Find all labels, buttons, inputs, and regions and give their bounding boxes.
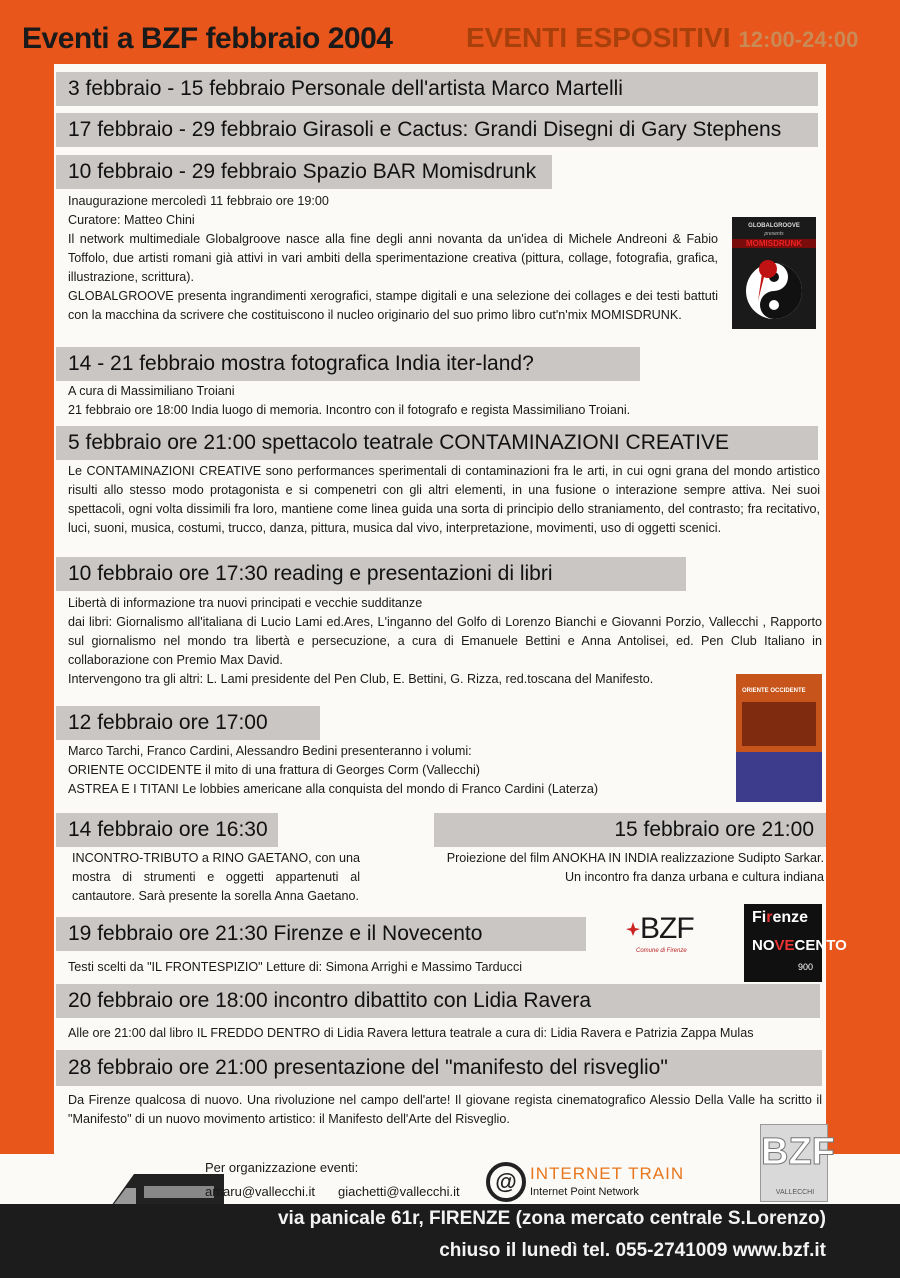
logo-letter: TO <box>826 937 847 954</box>
corner-logo-sub: VALLECCHI <box>775 1189 815 1196</box>
yin-yang-icon <box>732 249 816 329</box>
event-title-momisdrunk: 10 febbraio - 29 febbraio Spazio BAR Momisdrunk <box>56 155 552 189</box>
bzf-vallecchi-logo <box>760 1124 835 1202</box>
firenze-letters <box>752 910 808 926</box>
meeting-line: 21 febbraio ore 18:00 India luogo di memoria. Incontro con il fotografo e regista Massimiliano Troiani. <box>68 403 631 417</box>
event-title-novecento: 19 febbraio ore 21:30 Firenze e il Novecento <box>56 917 586 951</box>
event-title-stephens: 17 febbraio - 29 febbraio Girasoli e Cactus: Grandi Disegni di Gary Stephens <box>56 113 818 147</box>
book-astrea: ASTREA E I TITANI Le lobbies americane alla conquista del mondo di Franco Cardini (Laterza) <box>68 782 599 796</box>
event-title-anokha: 15 febbraio ore 21:00 <box>434 813 826 847</box>
bzf-logo-sub: Comune di Firenze <box>636 948 687 954</box>
event-body-gaetano: INCONTRO-TRIBUTO a RINO GAETANO, con una mostra di strumenti e oggetti appartenuti al cantautore. Sarà presente la sorella Anna Gaetano. <box>72 851 360 903</box>
logo-letter: ze <box>791 909 809 926</box>
program-sheet <box>54 64 847 1154</box>
hours-contact-line: chiuso il lunedì tel. 055-2741009 www.bzf.it <box>439 1240 826 1261</box>
novecento-year: 900 <box>798 962 814 972</box>
event-body-ravera: Alle ore 21:00 dal libro IL FREDDO DENTRO di Lidia Ravera lettura teatrale a cura di: Lidia Ravera e Patrizia Zappa Mulas <box>68 1026 754 1040</box>
logo-letter: r <box>766 909 773 926</box>
event-body-12-febbraio <box>68 742 708 799</box>
film-subtitle: Un incontro fra danza urbana e cultura indiana <box>564 870 824 884</box>
logo-letter: C <box>794 937 806 954</box>
internet-train-logo-text: INTERNET TRAIN <box>530 1164 685 1183</box>
event-body-anokha <box>394 849 824 887</box>
bzf-comune-logo <box>634 912 694 962</box>
event-title-gaetano: 14 febbraio ore 16:30 <box>56 813 278 847</box>
lily-icon <box>626 922 640 936</box>
bzf-logo-text: BZF <box>640 912 694 945</box>
cover-subtitle: presents <box>764 231 784 237</box>
logo-letter: NO <box>752 937 775 954</box>
inauguration-line: Inaugurazione mercoledì 11 febbraio ore 19:00 <box>68 194 329 208</box>
logo-letter: e <box>772 909 782 926</box>
event-title-reading: 10 febbraio ore 17:30 reading e presentazioni di libri <box>56 557 686 591</box>
oriente-occidente-book-cover <box>736 674 822 802</box>
page-title: Eventi a BZF febbraio 2004 <box>22 22 393 55</box>
momisdrunk-book-cover <box>732 217 816 329</box>
email-amaru-link[interactable]: amaru@vallecchi.it <box>205 1184 316 1199</box>
event-title-manifesto: 28 febbraio ore 21:00 presentazione del "manifesto del risveglio" <box>56 1050 822 1086</box>
address-line: via panicale 61r, FIRENZE (zona mercato centrale S.Lorenzo) <box>277 1208 826 1229</box>
event-title-contaminazioni: 5 febbraio ore 21:00 spettacolo teatrale CONTAMINAZIONI CREATIVE <box>56 426 818 460</box>
section-label: EVENTI ESPOSITIVI <box>466 22 731 53</box>
contact-band <box>0 1204 900 1278</box>
book-oriente-occidente: ORIENTE OCCIDENTE il mito di una frattura di Georges Corm (Vallecchi) <box>68 763 480 777</box>
logo-letter: Fi <box>752 909 767 926</box>
cover-illustration <box>742 702 816 746</box>
event-title-12-febbraio: 12 febbraio ore 17:00 <box>56 706 320 740</box>
reading-subtitle: Libertà di informazione tra nuovi principati e vecchie sudditanze <box>68 596 423 610</box>
event-body-contaminazioni: Le CONTAMINAZIONI CREATIVE sono performances sperimentali di contaminazioni fra le arti, in cui ogni grana del mondo artistico risulti allo stesso modo protagonista e si compenetri con gli altri elementi, in una fusione o interazione sempre attiva. Nei suoi spettacoli, ogni volta dissimili fra loro, mantiene come linea guida una sorta di principio dello straniamento, del contrasto; fra recitativo, luci, suoni, musica, costumi, trucco, danza, pittura, musica dal vivo, interpretazione, movimenti, uso di oggetti scenici. <box>68 464 820 535</box>
globalgroove-paragraph-2: GLOBALGROOVE presenta ingrandimenti xerografici, stampe digitali e una selezione dei collages e dei testi battuti con la macchina da scrivere che costituiscono il nucleo originario del suo primo libro cut'n'mix MOMISDRUNK. <box>68 289 718 322</box>
logo-letter: EN <box>805 937 827 954</box>
organization-label: Per organizzazione eventi: <box>205 1160 359 1175</box>
film-line: Proiezione del film ANOKHA IN INDIA realizzazione Sudipto Sarkar. <box>446 851 824 865</box>
firenze-novecento-logo <box>744 904 847 982</box>
internet-train-subtitle: Internet Point Network <box>530 1186 639 1198</box>
event-title-india-iter-land: 14 - 21 febbraio mostra fotografica India iter-land? <box>56 347 640 381</box>
event-title-martelli: 3 febbraio - 15 febbraio Personale dell'artista Marco Martelli <box>56 72 818 106</box>
event-body-india-iter-land <box>68 382 818 420</box>
presenters-line: Marco Tarchi, Franco Cardini, Alessandro Bedini presenteranno i volumi: <box>68 744 472 758</box>
email-giachetti-link[interactable]: giachetti@vallecchi.it <box>338 1184 460 1199</box>
logo-letter: n <box>781 909 792 926</box>
cover-publisher: GLOBALGROOVE <box>748 223 800 229</box>
globalgroove-paragraph: Il network multimediale Globalgroove nasce alla fine degli anni novanta da un'idea di Michele Andreoni & Fabio Toffolo, due artisti romani già attivi in vari ambiti della sperimentazione creativa (pittura, collage, fotografia, grafica, illustrazione, scrittura). <box>68 232 718 284</box>
event-body-novecento: Testi scelti da "IL FRONTESPIZIO" Letture di: Simona Arrighi e Massimo Tarducci <box>68 960 523 974</box>
corner-logo-text: BZF <box>761 1131 835 1173</box>
novecento-letters <box>752 938 847 954</box>
curator-line: Curatore: Matteo Chini <box>68 213 195 227</box>
logo-letter: VE <box>774 937 795 954</box>
event-body-momisdrunk <box>68 192 718 325</box>
event-title-ravera: 20 febbraio ore 18:00 incontro dibattito con Lidia Ravera <box>56 984 820 1018</box>
section-heading <box>466 22 858 54</box>
cover-band <box>736 752 822 802</box>
reading-books-paragraph: dai libri: Giornalismo all'italiana di Lucio Lami ed.Ares, L'inganno del Golfo di Lorenzo Bianchi e Giovanni Porzio, Vallecchi , Rapporto sul giornalismo nel mondo tra libertà e persecuzione, a cura di Emanuele Bettini e Anna Antolisei, ed. Pen Club Italiano in collaborazione con Premio Max David. <box>68 615 822 667</box>
at-sign-icon: @ <box>486 1162 526 1202</box>
opening-hours: 12:00-24:00 <box>738 27 859 52</box>
event-body-reading <box>68 594 822 689</box>
cover-title: MOMISDRUNK <box>732 239 816 248</box>
curator-line: A cura di Massimiliano Troiani <box>68 384 235 398</box>
reading-speakers: Intervengono tra gli altri: L. Lami presidente del Pen Club, E. Bettini, G. Rizza, red.toscana del Manifesto. <box>68 672 654 686</box>
cover-title: ORIENTE OCCIDENTE <box>742 688 806 694</box>
event-body-manifesto: Da Firenze qualcosa di nuovo. Una rivoluzione nel campo dell'arte! Il giovane regista cinematografico Alessio Della Valle ha scritto il "Manifesto" di un nuovo movimento artistico: il Manifesto dell'Arte del Risveglio. <box>68 1093 822 1126</box>
